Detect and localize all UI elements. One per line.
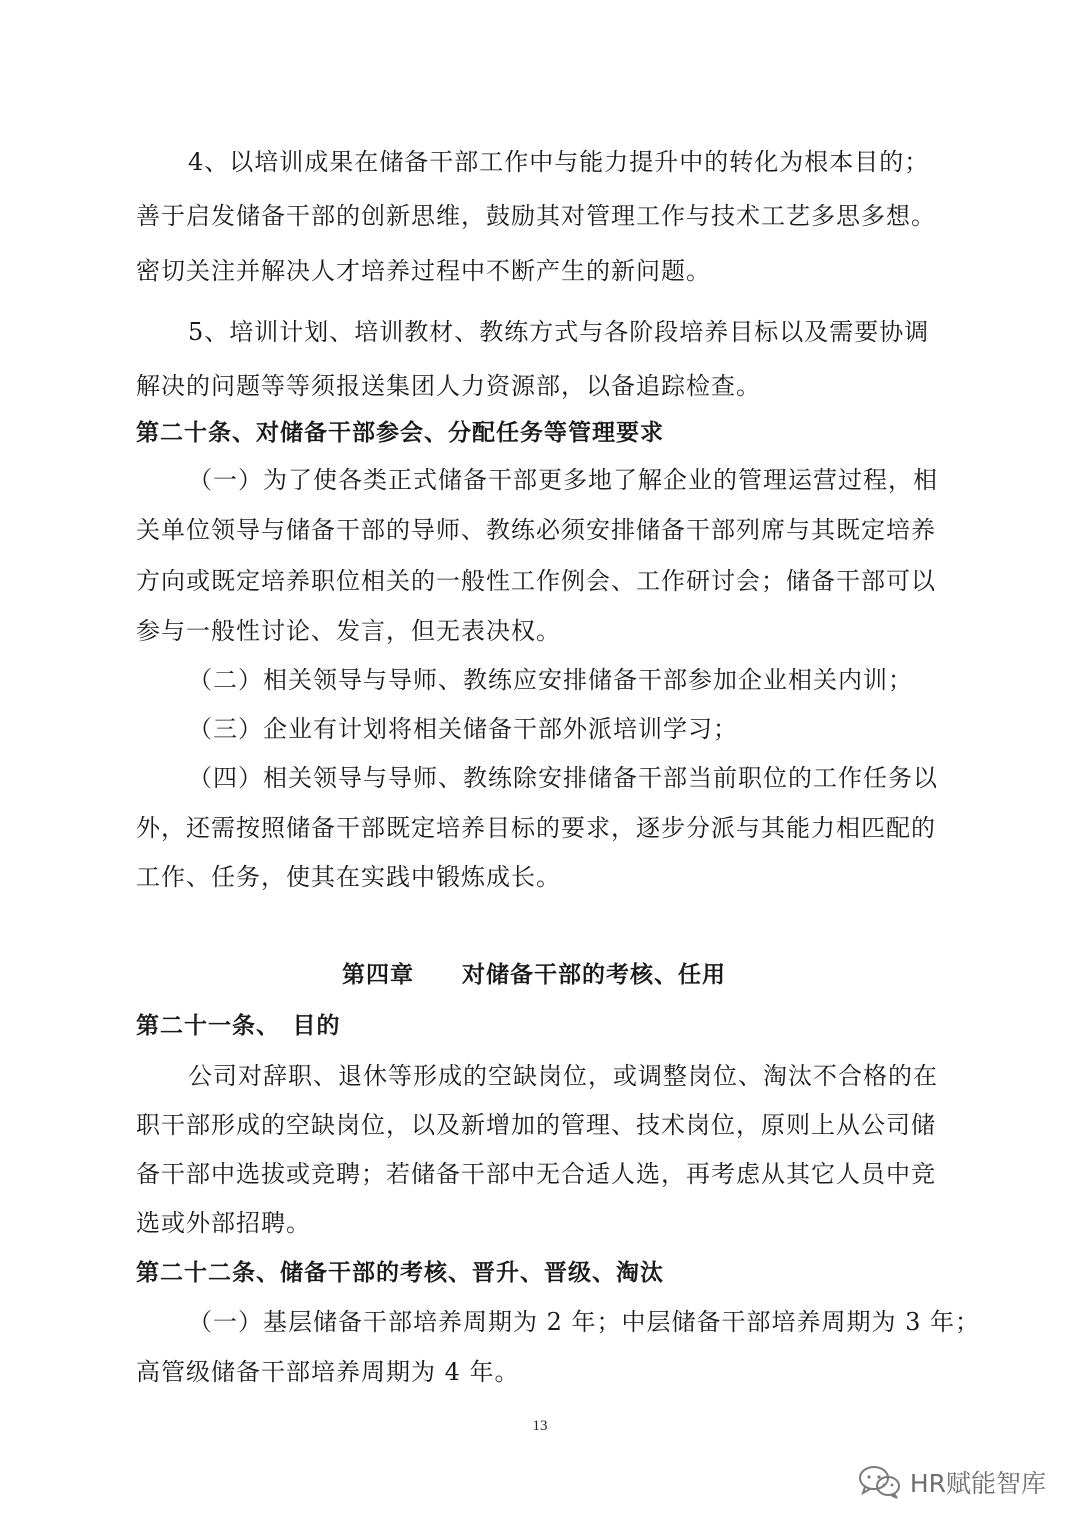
paragraph-line: 备干部中选拔或竞聘；若储备干部中无合适人选，再考虑从其它人员中竞 [136, 1160, 936, 1188]
chapter-title: 第四章 对储备干部的考核、任用 [342, 962, 726, 988]
paragraph-line: 外，还需按照储备干部既定培养目标的要求，逐步分派与其能力相匹配的 [136, 814, 936, 842]
article-heading: 第二十一条、 目的 [136, 1013, 341, 1039]
watermark [858, 1462, 1046, 1502]
paragraph-line: （二）相关领导与导师、教练应安排储备干部参加企业相关内训； [188, 666, 913, 694]
paragraph-line: 公司对辞职、退休等形成的空缺岗位，或调整岗位、淘汰不合格的在 [188, 1062, 938, 1090]
paragraph-line: 选或外部招聘。 [136, 1209, 311, 1237]
paragraph-line: 4、以培训成果在储备干部工作中与能力提升中的转化为根本目的； [188, 148, 930, 176]
paragraph-line: （四）相关领导与导师、教练除安排储备干部当前职位的工作任务以 [188, 764, 938, 792]
paragraph-line: 善于启发储备干部的创新思维，鼓励其对管理工作与技术工艺多思多想。 [136, 202, 936, 230]
page-number: 13 [532, 1418, 548, 1434]
paragraph-line: 关单位领导与储备干部的导师、教练必须安排储备干部列席与其既定培养 [136, 516, 936, 544]
article-heading: 第二十条、对储备干部参会、分配任务等管理要求 [136, 420, 664, 446]
paragraph-line: 解决的问题等等须报送集团人力资源部，以备追踪检查。 [136, 372, 761, 400]
paragraph-line: 密切关注并解决人才培养过程中不断产生的新问题。 [136, 257, 711, 285]
paragraph-line: 高管级储备干部培养周期为 4 年。 [136, 1358, 520, 1386]
paragraph-line: （三）企业有计划将相关储备干部外派培训学习； [188, 715, 738, 743]
wechat-icon [858, 1465, 902, 1499]
article-heading: 第二十二条、储备干部的考核、晋升、晋级、淘汰 [136, 1260, 664, 1286]
paragraph-line: （一）基层储备干部培养周期为 2 年；中层储备干部培养周期为 3 年； [188, 1308, 981, 1336]
paragraph-line: 职干部形成的空缺岗位，以及新增加的管理、技术岗位，原则上从公司储 [136, 1111, 936, 1139]
paragraph-line: 工作、任务，使其在实践中锻炼成长。 [136, 863, 561, 891]
paragraph-line: 5、培训计划、培训教材、教练方式与各阶段培养目标以及需要协调 [188, 318, 930, 346]
watermark-text: HR赋能智库 [909, 1469, 1046, 1498]
paragraph-line: 方向或既定培养职位相关的一般性工作例会、工作研讨会；储备干部可以 [136, 567, 936, 595]
paragraph-line: （一）为了使各类正式储备干部更多地了解企业的管理运营过程，相 [188, 466, 938, 494]
paragraph-line: 参与一般性讨论、发言，但无表决权。 [136, 617, 561, 645]
